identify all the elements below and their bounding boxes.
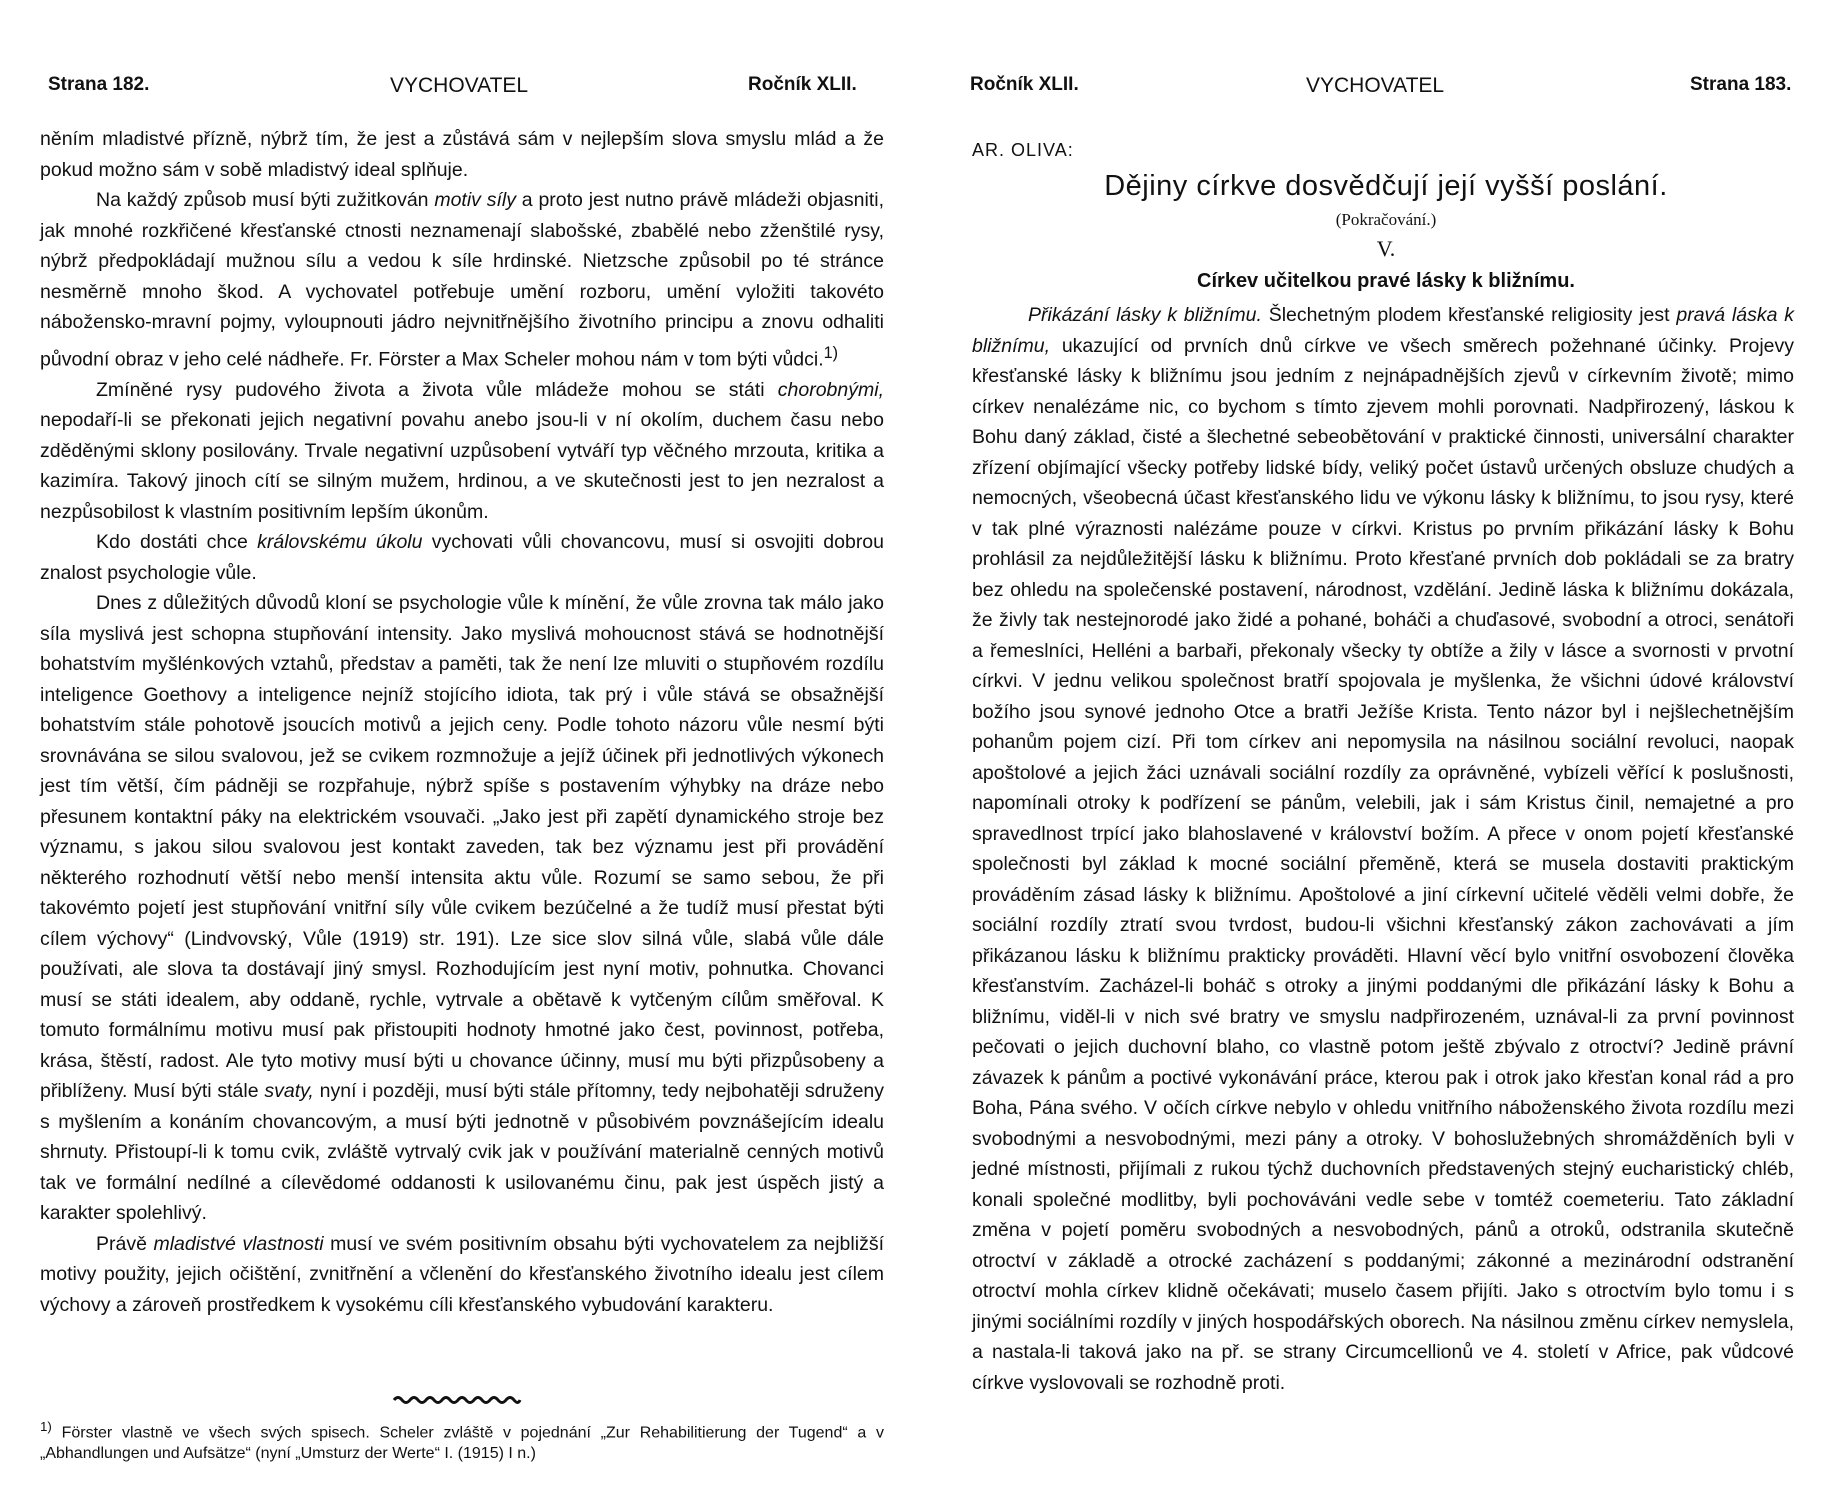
journal-title: VYCHOVATEL xyxy=(390,74,529,97)
section-heading: Církev učitelkou pravé lásky k bližnímu. xyxy=(1197,270,1575,292)
footnote-divider xyxy=(392,1395,522,1405)
article-title: Dějiny církve dosvědčují její vyšší poslání. xyxy=(1104,170,1668,202)
journal-title: VYCHOVATEL xyxy=(1306,74,1445,97)
paragraph: Přikázání lásky k bližnímu. Šlechetným plodem křesťanské religiosity jest pravá láska k bližnímu, ukazující od prvních dnů církve ve všech směrech požehnané účinky. Projevy křesťanské lásky k bližnímu jsou jedním z nejnápadnějších zjevů v církevním životě; mimo církev nenalézáme nic, co bychom s tímto zjevem mohli porovnati. Nadpřirozený, láskou k Bohu daný základ, čisté a šlechetné sebeobětování v praktické činnosti, universální charakter zřízení objímající všecky potřeby lidské bídy, veliký počet ústavů určených obsluze chudých a nemocných, všeobecná účast křesťanského lidu ve výkonu lásky k bližnímu, to jsou rysy, které v tak plné výraznosti nalézáme pouze v církvi. Kristus po prvním přikázání lásky k Bohu prohlásil za nejdůležitější lásku k bližnímu. Proto křesťané prvních dob pokládali se za bratry bez ohledu na společenské postavení, národnost, vzdělání. Jedině láska k bližnímu dokázala, že živly tak nestejnorodé jako židé a pohané, boháči a chuďasové, svobodní a otroci, senátoři a řemeslníci, Helléni a barbaři, překonaly všecky ty obtíže a žily v lásce a svornosti v prvotní církvi. V jednu velikou společnost bratří spojovala je myšlenka, že všichni údové království božího jsou synové jednoho Otce a bratři Ježíše Krista. Tento názor byl i nejšlechetnějším pohanům pojem cizí. Při tom církev ani nepomysila na násilnou sociální revoluci, naopak apoštolové a jejich žáci uznávali sociální rozdíly za oprávněné, vybízeli věřící k poslušnosti, napomínali otroky k podřízení se pánům, velebili, jak i sám Kristus činil, nemajetné a pro spravedlnost trpící jako blahoslavené v království božím. A přece v onom pojetí křesťanské společnosti byl základ k mocné sociální přeměně, která se musela dostaviti praktickým prováděním zásad lásky k bližnímu. Apoštolové a jiní církevní učitelé věděli velmi dobře, že sociální rozdíly ztratí svou tvrdost, budou-li všichni křesťanský zákon zachovávati a jím přikázanou lásku k bližnímu prakticky prováděti. Hlavní věcí bylo vnitřní osvobození člověka křesťanstvím. Zacházel-li boháč s otroky a jinými poddanými dle přikázání lásky k Bohu a bližnímu, viděl-li v nich své bratry ve smyslu nadpřirozeném, uznával-li za první povinnost pečovati o jejich duchovní blaho, co vlastně potom ještě zbývalo z otroctví? Jedině právní závazek k pánům a poctivé vykonávání práce, kterou pak i otrok jako křesťan konal rád a pro Boha, Pána svého. V očích církve nebylo v ohledu vnitřního náboženského života rozdílu mezi svobodnými a nesvobodnými, mezi pány a otroky. V bohoslužebných shromážděních byli v jedné místnosti, přijímali z rukou týchž duchovních představených stejný eucharistický chléb, konali společné modlitby, byli pochováváni vedle sebe v tomtéž coemeteriu. Tato základní změna v pojetí poměru svobodných a nesvobodných, pánů a otroků, odstranila skutečně otroctví v základě a otrocké zacházení s poddanými; zákonné a mezinárodní odstranění otroctví mohla církev klidně očekávati; muselo časem přijíti. Jako s otroctvím bylo tomu i s jinými sociálními rozdíly v jiných hospodářských oborech. Na násilnou změnu církev nemyslela, a nastala-li taková jako na př. se strany Circumcellionů ve 4. století v Africe, pak vůdcové církve vyslovovali se rozhodně proti. xyxy=(972,304,1795,1394)
footnote-reference: 1) xyxy=(823,343,839,362)
page-number: Strana 182. xyxy=(48,74,150,95)
volume-label: Ročník XLII. xyxy=(748,74,857,95)
paragraph: Dnes z důležitých důvodů kloní se psychologie vůle k mínění, že vůle zrovna tak málo jako síla myslivá jest schopna stupňování intensity. Jako myslivá mohoucnost stává se hodnotnější bohatstvím myšlénkových vztahů, představ a paměti, tak že není lze mluviti o stupňovém rozdílu inteligence Goethovy a inteligence nejníž stojícího idiota, tak prý i vůle stává se obsažnější bohatstvím stále pohotově jsoucích motivů a jejich ceny. Podle tohoto názoru vůle nesmí býti srovnávána se silou svalovou, jež se cvikem rozmnožuje a jejíž účinek při jednotlivých výkonech jest tím větší, čím pádněji se rozpřahuje, nýbrž spíše s postavením výhybky na dráze nebo přesunem kontaktní páky na elektrickém vsouvači. „Jako jest při zapětí dynamického stroje bez významu, s jakou silou svalovou jest kontakt zaveden, tak bez významu jest při provádění některého rozhodnutí větší nebo menší intensita aktu vůle. Rozumí se samo sebou, že při takovémto pojetí jest stupňování vnitřní síly vůle cvikem bezúčelné a že tudíž musí přestat býti cílem výchovy“ (Lindvovský, Vůle (1919) str. 191). Lze sice slov silná vůle, slabá vůle dále používati, ale slova ta dostávají jiný smysl. Rozhodujícím jest nyní motiv, pohnutka. Chovanci musí se státi idealem, aby oddaně, rychle, vytrvale a obětavě k vytčeným cílům směřoval. K tomuto formálnímu motivu musí pak přistoupiti hodnoty hmotné jako čest, povinnost, potřeba, krása, štěstí, radost. Ale tyto motivy musí býti u chovance účinny, musí mu býti přizpůsobeny a přiblíženy. Musí býti stále svaty, nyní i později, musí býti stále přítomny, tedy nejbohatěji sdruženy s myšlením a konáním chovancovým, a musí býti jednotně v působivém povznášejícím idealu shrnuty. Přistoupí-li k tomu cvik, zvláště vytrvalý cvik jak v používání materialně cenných motivů tak ve formální nedílné a cílevědomé oddanosti k usilovanému činu, pak jest úspěch jistý a karakter spolehlivý. xyxy=(40,592,885,1224)
article-subtitle: (Pokračování.) xyxy=(1335,210,1437,229)
footnote-marker: 1) xyxy=(40,1419,52,1434)
paragraph: něním mladistvé přízně, nýbrž tím, že jest a zůstává sám v nejlepším slova smyslu mlád a že pokud možno sám v sobě mladistvý ideal splňuje. xyxy=(40,128,884,181)
article-author: AR. OLIVA: xyxy=(972,140,1074,160)
section-number: V. xyxy=(1376,236,1396,261)
volume-label: Ročník XLII. xyxy=(970,74,1079,95)
right-page-body xyxy=(972,300,1794,1398)
paragraph: Kdo dostáti chce královskému úkolu vychovati vůli chovancovu, musí si osvojiti dobrou znalost psychologie vůle. xyxy=(40,531,884,584)
paragraph: Zmíněné rysy pudového života a života vůle mládeže mohou se státi chorobnými, nepodaří-li se překonati jejich negativní povahu anebo jsou-li v ní okolím, duchem času nebo zděděnými sklony posilovány. Trvale negativní uzpůsobení vytváří typ věčného mrzouta, kritika a kazimíra. Takový jinoch cítí se silným mužem, hrdinou, a ve skutečnosti jest to jen nezralost a nezpůsobilost k vlastním positivním lepším úkonům. xyxy=(40,378,884,523)
footnote: $^{1)}$ Förster vlastně ve všech svých spisech. Scheler zvláště v pojednání „Zur Rehabilitierung der Tugend“ a v „Abhandlungen und Aufsätze“ (nyní „Umsturz der Werte“ I. (1915) I n.) xyxy=(40,1419,885,1463)
page-number: Strana 183. xyxy=(1690,74,1792,95)
left-page-body xyxy=(40,124,884,1320)
paragraph: Na každý způsob musí býti zužitkován motiv síly a proto jest nutno právě mládeži objasniti, jak mnohé rozkřičené křesťanské ctnosti neznamenají slabošské, zbabělé nebo zženštilé rysy, nýbrž předpokládají mužnou sílu a vedou k síle hrdinské. Nietzsche způsobil po té stránce nesměrně mnoho škod. A vychovatel potřebuje umění rozboru, umění vyložiti takovéto nábožensko-mravní pojmy, vyloupnouti jádro nejvnitřnějšího životního principu a znovu odhaliti původní obraz v jeho celé nádheře. Fr. Förster a Max Scheler mohou nám v tom býti vůdci.$^{1)}$ xyxy=(40,189,885,370)
right-page xyxy=(940,0,1832,1500)
paragraph: Právě mladistvé vlastnosti musí ve svém positivním obsahu býti vychovatelem za nejbližší motivy použity, jejich očištění, zvnitřnění a včlenění do křesťanského životního idealu jest cílem výchovy a zároveň prostředkem k vysokému cíli křesťanského vybudování karakteru. xyxy=(40,1232,884,1316)
